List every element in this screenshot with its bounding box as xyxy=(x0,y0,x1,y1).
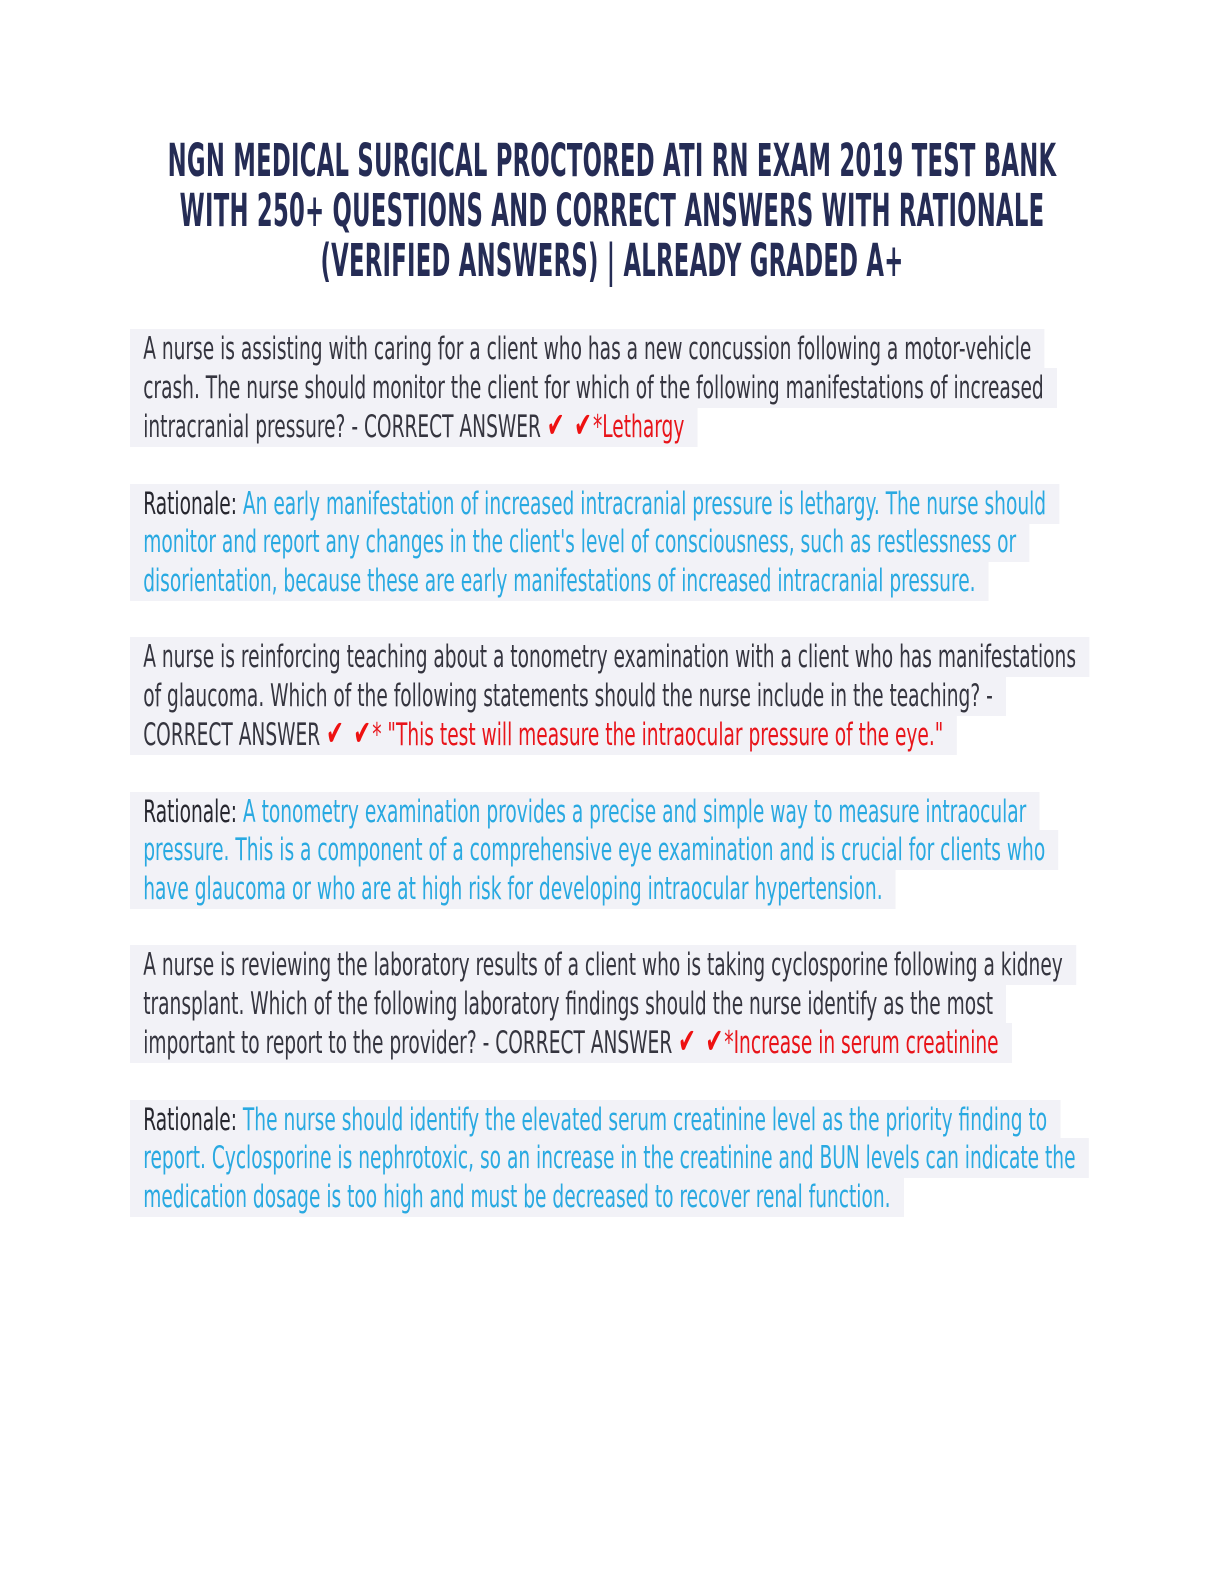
rationale-3-paragraph xyxy=(130,1101,1084,1217)
question-2-paragraph xyxy=(130,638,1084,755)
correct-answer-3-text: *Increase in serum creatinine xyxy=(724,1025,999,1061)
rationale-1-text: An early manifestation of increased intracranial pressure is lethargy. The nurse should monitor and report any changes in the client's level of consciousness, such as restlessness or disorientation, because these are early manifestations of increased intracranial pressure. xyxy=(143,485,1047,599)
question-3-paragraph xyxy=(130,946,1084,1063)
correct-answer-1-text: *Lethargy xyxy=(592,409,685,445)
question-1-paragraph xyxy=(130,330,1084,447)
rationale-3-text: The nurse should identify the elevated serum creatinine level as the priority finding to report. Cyclosporine is nephrotoxic, so an increase in the creatinine and BUN levels can indicate the medication dosage is too high and must be decreased to recover renal function. xyxy=(143,1101,1076,1215)
question-1-text: A nurse is assisting with caring for a client who has a new concussion following a motor-vehicle crash. The nurse should monitor the client for which of the following manifestations of increased intracranial pressure? - CORRECT ANSWER xyxy=(143,331,1044,445)
question-3-highlight xyxy=(130,945,1076,1063)
title-line-1: NGN MEDICAL SURGICAL PROCTORED ATI RN EXAM 2019 TEST BANK xyxy=(167,134,1057,187)
rationale-2-label: Rationale: xyxy=(143,793,238,830)
rationale-1-highlight xyxy=(130,484,1059,601)
rationale-3-highlight xyxy=(130,1100,1089,1217)
rationale-2-paragraph xyxy=(130,793,1084,909)
question-3-text: A nurse is reviewing the laboratory results of a client who is taking cyclosporine following a kidney transplant. Which of the following laboratory findings should the nurse identify as the most important to report to the provider? - CORRECT ANSWER xyxy=(143,947,1063,1061)
rationale-2-highlight xyxy=(130,792,1058,909)
correct-answer-checkmarks: ✔ ✔ xyxy=(326,714,373,754)
correct-answer-2-text: * "This test will measure the intraocular pressure of the eye." xyxy=(372,717,944,753)
question-1-highlight xyxy=(130,329,1057,447)
rationale-2-text: A tonometry examination provides a precise and simple way to measure intraocular pressure. This is a component of a comprehensive eye examination and is crucial for clients who have glaucoma or who are at high risk for developing intraocular hypertension. xyxy=(143,793,1046,907)
question-2-text: A nurse is reinforcing teaching about a tonometry examination with a client who has manifestations of glaucoma. Which of the following statements should the nurse include in the teaching? - CORRECT ANSWER xyxy=(143,639,1077,753)
rationale-1-label: Rationale: xyxy=(143,485,238,522)
document-title xyxy=(155,136,1069,286)
correct-answer-checkmarks: ✔ ✔ xyxy=(546,406,593,446)
rationale-1-paragraph xyxy=(130,485,1084,601)
document-body xyxy=(130,330,1084,1254)
question-2-highlight xyxy=(130,637,1089,755)
title-line-2: WITH 250+ QUESTIONS AND CORRECT ANSWERS WITH RATIONALE xyxy=(179,184,1045,237)
rationale-3-label: Rationale: xyxy=(143,1101,238,1138)
title-line-3: (VERIFIED ANSWERS) | ALREADY GRADED A+ xyxy=(320,234,904,287)
correct-answer-checkmarks: ✔ ✔ xyxy=(678,1022,725,1062)
